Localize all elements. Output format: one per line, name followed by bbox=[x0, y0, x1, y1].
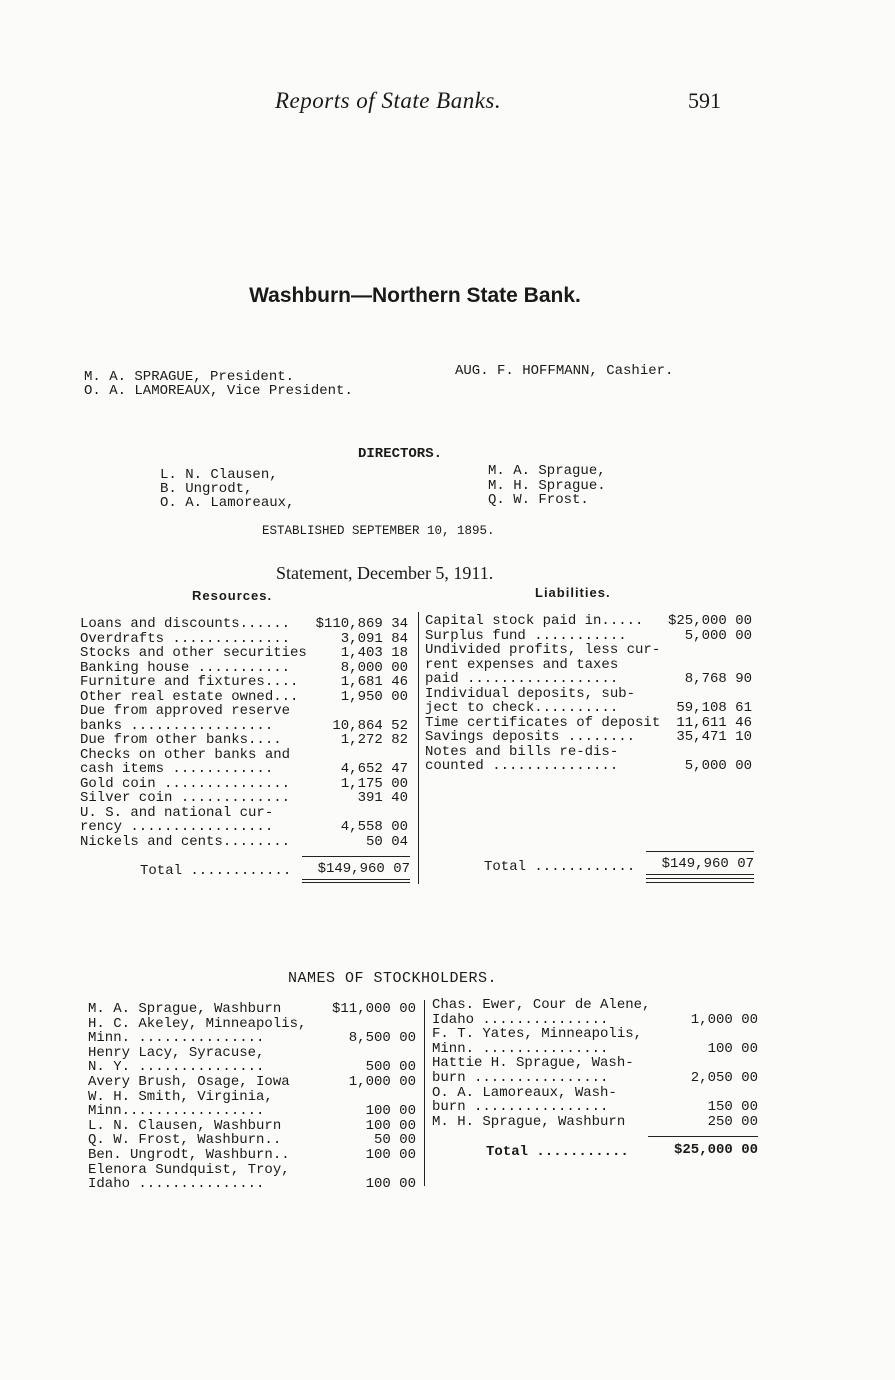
liabilities-row-amount: 11,611 46 bbox=[676, 714, 752, 731]
director-right-3: Q. W. Frost. bbox=[488, 492, 589, 508]
liabilities-row-label: rent expenses and taxes bbox=[425, 656, 619, 673]
liabilities-row-label: Savings deposits ........ bbox=[425, 729, 636, 745]
stockholder-right-row-amount: 2,050 00 bbox=[690, 1070, 758, 1086]
stockholders-heading: NAMES OF STOCKHOLDERS. bbox=[288, 970, 498, 987]
liabilities-total-amount: $149,960 07 bbox=[661, 856, 754, 872]
director-left-3: O. A. Lamoreaux, bbox=[160, 495, 295, 511]
resources-row-amount: 1,272 82 bbox=[340, 732, 408, 748]
stockholder-left-row-amount: 50 00 bbox=[373, 1132, 416, 1149]
liabilities-total-double-rule-2 bbox=[646, 878, 754, 879]
resources-row-label: Overdrafts .............. bbox=[80, 630, 291, 647]
stockholder-left-row-label: M. A. Sprague, Washburn bbox=[88, 1001, 282, 1017]
stockholder-left-row-label: Henry Lacy, Syracuse, bbox=[88, 1044, 265, 1061]
resources-row-amount: 1,175 00 bbox=[340, 775, 408, 792]
stockholder-left-row-amount: 100 00 bbox=[365, 1147, 416, 1163]
liabilities-row-amount: 8,768 90 bbox=[684, 671, 752, 687]
resources-row-label: U. S. and national cur- bbox=[80, 804, 274, 821]
stockholder-left-row-label: Ben. Ungrodt, Washburn.. bbox=[88, 1147, 290, 1163]
resources-row-amount: 1,403 18 bbox=[340, 645, 408, 661]
statement-title: Statement, December 5, 1911. bbox=[276, 563, 494, 583]
stockholder-right-row-label: Minn. ............... bbox=[432, 1040, 609, 1057]
stockholders-total-rule bbox=[648, 1136, 758, 1137]
president-line: M. A. SPRAGUE, President. bbox=[84, 369, 295, 385]
stockholders-column-divider bbox=[424, 1000, 425, 1186]
bank-name-heading: Washburn—Northern State Bank. bbox=[249, 284, 581, 307]
liabilities-row-label: paid .................. bbox=[425, 671, 619, 687]
statement-column-divider bbox=[418, 612, 419, 884]
stockholder-right-row-amount: 100 00 bbox=[707, 1040, 758, 1057]
stockholder-right-row-label: Hattie H. Sprague, Wash- bbox=[432, 1055, 634, 1072]
resources-total-label: Total ............ bbox=[140, 863, 292, 879]
resources-row-label: cash items ............ bbox=[80, 761, 274, 777]
liabilities-row-label: Capital stock paid in..... bbox=[425, 613, 644, 629]
stockholder-left-row-amount: 1,000 00 bbox=[348, 1074, 416, 1090]
vice-president-line: O. A. LAMOREAUX, Vice President. bbox=[84, 383, 353, 399]
cashier-line: AUG. F. HOFFMANN, Cashier. bbox=[455, 363, 674, 379]
resources-row-label: Banking house ........... bbox=[80, 659, 291, 676]
liabilities-total-double-rule-1 bbox=[646, 874, 754, 875]
stockholder-left-row-label: Idaho ............... bbox=[88, 1176, 265, 1193]
resources-row-amount: 50 04 bbox=[365, 833, 408, 850]
stockholder-right-row-label: Idaho ............... bbox=[432, 1011, 609, 1028]
running-header-title: Reports of State Banks. bbox=[275, 88, 502, 113]
director-left-1: L. N. Clausen, bbox=[160, 467, 278, 483]
stockholder-right-row-amount: 250 00 bbox=[707, 1113, 758, 1130]
stockholder-left-row-label: Minn. ............... bbox=[88, 1030, 265, 1047]
liabilities-row-amount: 35,471 10 bbox=[676, 729, 752, 745]
directors-heading: DIRECTORS. bbox=[358, 446, 443, 462]
liabilities-heading: Liabilities. bbox=[535, 585, 611, 600]
stockholder-left-row-label: Elenora Sundquist, Troy, bbox=[88, 1161, 290, 1178]
stockholder-right-row-label: burn ................ bbox=[432, 1070, 609, 1086]
liabilities-row-amount: 5,000 00 bbox=[684, 758, 752, 774]
stockholder-right-row-label: F. T. Yates, Minneapolis, bbox=[432, 1026, 643, 1043]
liabilities-row-amount: 5,000 00 bbox=[684, 627, 752, 644]
liabilities-total-double-rule-3 bbox=[646, 882, 754, 883]
stockholder-left-row-label: Minn................. bbox=[88, 1103, 265, 1120]
stockholder-left-row-label: H. C. Akeley, Minneapolis, bbox=[88, 1015, 307, 1032]
resources-total-amount: $149,960 07 bbox=[317, 861, 410, 877]
stockholder-left-row-label: Avery Brush, Osage, Iowa bbox=[88, 1074, 290, 1090]
stockholder-right-row-label: burn ................ bbox=[432, 1099, 609, 1116]
resources-row-amount: $110,869 34 bbox=[315, 616, 408, 632]
resources-row-amount: 10,864 52 bbox=[332, 717, 408, 734]
resources-row-label: Other real estate owned... bbox=[80, 688, 299, 705]
liabilities-row-label: Undivided profits, less cur- bbox=[425, 642, 661, 658]
resources-row-amount: 1,681 46 bbox=[340, 674, 408, 690]
resources-total-double-rule-2 bbox=[302, 882, 410, 883]
stockholder-left-row-label: N. Y. ............... bbox=[88, 1059, 265, 1076]
stockholder-right-row-label: Chas. Ewer, Cour de Alene, bbox=[432, 997, 651, 1013]
stockholder-right-row-amount: 150 00 bbox=[707, 1099, 758, 1116]
resources-row-label: Checks on other banks and bbox=[80, 746, 291, 763]
liabilities-row-label: Surplus fund ........... bbox=[425, 627, 627, 644]
resources-row-amount: 391 40 bbox=[357, 790, 408, 806]
stockholder-left-row-amount: 100 00 bbox=[365, 1176, 416, 1193]
stockholder-right-row-label: O. A. Lamoreaux, Wash- bbox=[432, 1084, 617, 1101]
stockholders-total-amount: $25,000 00 bbox=[673, 1142, 758, 1158]
stockholder-left-row-label: W. H. Smith, Virginia, bbox=[88, 1088, 273, 1105]
resources-total-rule bbox=[302, 856, 410, 857]
stockholders-total-label: Total ........... bbox=[486, 1144, 629, 1160]
resources-row-amount: 4,558 00 bbox=[340, 819, 408, 835]
stockholder-left-row-amount: $11,000 00 bbox=[331, 1001, 416, 1017]
page-number: 591 bbox=[688, 88, 721, 113]
liabilities-row-label: Notes and bills re-dis- bbox=[425, 743, 619, 760]
resources-total-double-rule-1 bbox=[302, 879, 410, 880]
stockholder-right-row-label: M. H. Sprague, Washburn bbox=[432, 1113, 626, 1130]
director-right-1: M. A. Sprague, bbox=[488, 463, 606, 479]
resources-row-label: Due from approved reserve bbox=[80, 703, 291, 719]
liabilities-row-amount: $25,000 00 bbox=[667, 613, 752, 629]
liabilities-row-label: Individual deposits, sub- bbox=[425, 685, 636, 702]
liabilities-row-label: Time certificates of deposit bbox=[425, 714, 661, 731]
resources-row-amount: 8,000 00 bbox=[340, 659, 408, 676]
resources-row-label: Nickels and cents........ bbox=[80, 833, 291, 850]
stockholder-left-row-label: L. N. Clausen, Washburn bbox=[88, 1117, 282, 1134]
director-left-2: B. Ungrodt, bbox=[160, 481, 253, 497]
resources-row-label: Stocks and other securities bbox=[80, 645, 307, 661]
resources-row-label: Silver coin ............. bbox=[80, 790, 291, 806]
stockholder-left-row-amount: 500 00 bbox=[365, 1059, 416, 1076]
stockholder-left-row-amount: 100 00 bbox=[365, 1103, 416, 1120]
resources-heading: Resources. bbox=[192, 588, 273, 603]
resources-row-label: Gold coin ............... bbox=[80, 775, 291, 792]
resources-row-amount: 1,950 00 bbox=[340, 688, 408, 705]
liabilities-total-label: Total ............ bbox=[484, 859, 636, 875]
resources-row-label: banks ................. bbox=[80, 717, 274, 734]
director-right-2: M. H. Sprague. bbox=[488, 478, 606, 494]
stockholder-right-row-amount: 1,000 00 bbox=[690, 1011, 758, 1028]
resources-row-amount: 4,652 47 bbox=[340, 761, 408, 777]
resources-row-label: Due from other banks.... bbox=[80, 732, 282, 748]
stockholder-left-row-amount: 100 00 bbox=[365, 1117, 416, 1134]
liabilities-total-rule bbox=[646, 851, 754, 852]
stockholder-left-row-label: Q. W. Frost, Washburn.. bbox=[88, 1132, 282, 1149]
resources-row-label: rency ................. bbox=[80, 819, 274, 835]
liabilities-row-label: ject to check.......... bbox=[425, 700, 619, 716]
liabilities-row-label: counted ............... bbox=[425, 758, 619, 774]
liabilities-row-amount: 59,108 61 bbox=[676, 700, 752, 716]
resources-row-amount: 3,091 84 bbox=[340, 630, 408, 647]
established-line: ESTABLISHED SEPTEMBER 10, 1895. bbox=[262, 524, 495, 538]
resources-row-label: Furniture and fixtures.... bbox=[80, 674, 299, 690]
resources-row-label: Loans and discounts...... bbox=[80, 616, 291, 632]
stockholder-left-row-amount: 8,500 00 bbox=[348, 1030, 416, 1047]
